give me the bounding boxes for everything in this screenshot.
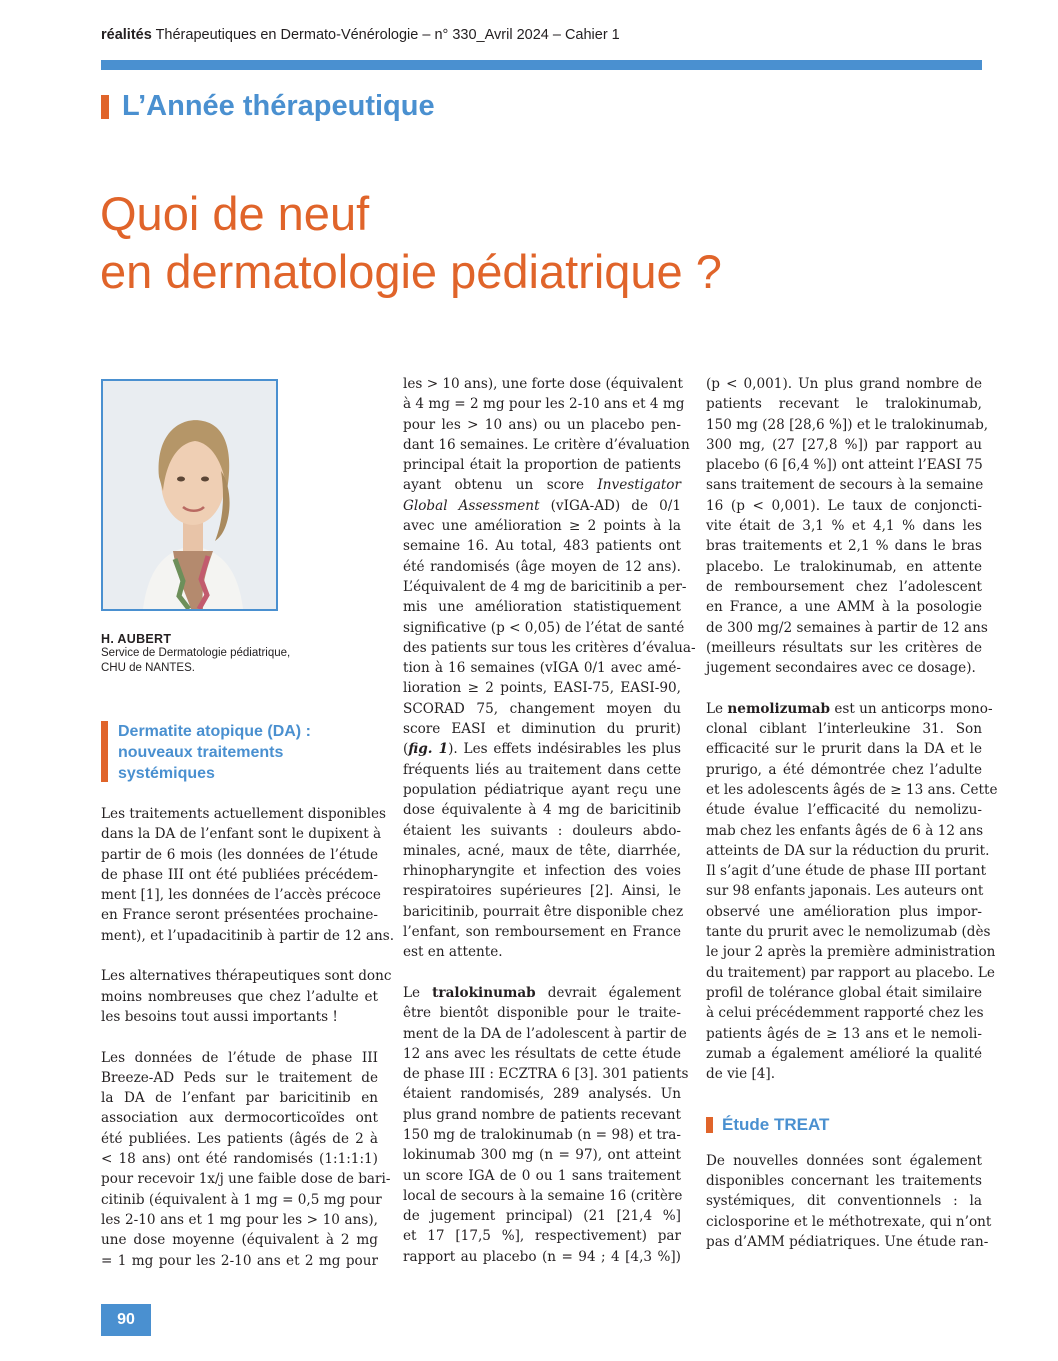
text-line: de jugement principal) (21 [21,4 %] bbox=[403, 1208, 681, 1225]
column-3 bbox=[706, 374, 998, 1252]
text-line: SCORAD 75, changement moyen du bbox=[403, 700, 681, 717]
text-line: dant 16 semaines. Le critère d’évaluation bbox=[403, 436, 690, 453]
text-line: 12 ans avec les résultats de cette étude bbox=[403, 1045, 681, 1062]
text-line: des patients sur tous les critères d’évalua- bbox=[403, 639, 696, 656]
text-line: < 18 ans) ont été randomisés (1:1:1:1) bbox=[101, 1151, 378, 1168]
text-line: de phase III : ECZTRA 6 [3]. 301 patients bbox=[403, 1066, 689, 1083]
paragraph bbox=[101, 804, 395, 946]
text-line: en France seront présentées prochaine- bbox=[101, 907, 378, 924]
paragraph bbox=[706, 374, 989, 678]
text-line: étude évalue l’efficacité du nemolizu- bbox=[706, 802, 982, 819]
text-line: avec une amélioration ≥ 2 points à la bbox=[403, 518, 681, 535]
text-line: en France, a une AMM à la posologie bbox=[706, 599, 982, 616]
text-line: placebo (6 [6,4 %]) ont atteint l’EASI 75 bbox=[706, 457, 983, 474]
text-line: profil de tolérance global était similaire bbox=[706, 984, 982, 1001]
text-line: moins nombreuses que chez l’adulte et bbox=[101, 988, 378, 1005]
text-line: baricitinib, pourrait être disponible chez bbox=[403, 903, 684, 920]
text-line: (p < 0,001). Un plus grand nombre de bbox=[706, 376, 982, 392]
author-block bbox=[101, 632, 290, 676]
text-line: la DA de l’enfant par baricitinib en bbox=[101, 1090, 378, 1107]
text-line: tion à 16 semaines (vIGA 0/1 avec amé- bbox=[403, 660, 681, 677]
text-line: est en attente. bbox=[403, 944, 503, 961]
text-line: (meilleurs résultats sur les critères de bbox=[706, 639, 982, 656]
text-line: Breeze-AD Peds sur le traitement de bbox=[101, 1069, 378, 1086]
text-line: population pédiatrique ayant reçu une bbox=[403, 781, 681, 798]
text-line: Les traitements actuellement disponibles bbox=[101, 806, 387, 822]
paragraph bbox=[101, 966, 392, 1027]
text-line: 150 mg (28 [28,6 %]) et le tralokinumab, bbox=[706, 416, 989, 433]
text-line: observé une amélioration plus impor- bbox=[706, 903, 982, 920]
text-line: patients recevant le tralokinumab, bbox=[706, 396, 982, 413]
text-line: du traitement) par rapport au placebo. Le bbox=[706, 964, 995, 981]
text-line: et 17 [17,5 %], respectivement) par bbox=[403, 1228, 681, 1245]
text-line: les 2-10 ans et 1 mg pour les > 10 ans), bbox=[101, 1211, 378, 1228]
text-line: = 1 mg pour les 2-10 ans et 2 mg pour bbox=[101, 1252, 378, 1269]
text-line: lioration ≥ 2 points, EASI-75, EASI-90, bbox=[403, 680, 681, 697]
text-line: principal était la proportion de patients bbox=[403, 457, 681, 474]
text-line: le jour 2 après la première administration bbox=[706, 944, 996, 961]
text-line: significative (p < 0,05) de l’état de santé bbox=[403, 619, 685, 636]
text-line: efficacité sur le prurit dans la DA et le bbox=[706, 741, 982, 758]
text-line: local de secours à la semaine 16 (critère bbox=[403, 1187, 683, 1204]
text-line: l’enfant, son remboursement en France bbox=[403, 924, 681, 941]
subheading-marker bbox=[101, 721, 108, 782]
column-1 bbox=[101, 804, 395, 1271]
text-line: tante du prurit avec le nemolizumab (dès bbox=[706, 924, 991, 941]
author-photo bbox=[101, 379, 278, 611]
text-line: sur 98 enfants japonais. Les auteurs ont bbox=[706, 883, 984, 900]
text-line: score EASI et diminution du prurit) bbox=[403, 721, 681, 738]
text-line: Le tralokinumab devrait également bbox=[403, 984, 681, 1001]
text-line: disponibles concernant les traitements bbox=[706, 1172, 982, 1189]
text-line: respiratoires supérieures [2]. Ainsi, le bbox=[403, 883, 681, 900]
page-number: 90 bbox=[101, 1304, 151, 1336]
subheading bbox=[101, 721, 311, 784]
treat-heading-marker bbox=[706, 1117, 713, 1133]
text-line: un score IGA de 0 ou 1 sans traitement bbox=[403, 1167, 681, 1184]
paragraph bbox=[706, 699, 998, 1085]
text-line: Les données de l’étude de phase III bbox=[101, 1049, 378, 1066]
text-line: lokinumab 300 mg (n = 97), ont atteint bbox=[403, 1147, 681, 1164]
text-line: Global Assessment (vIGA-AD) de 0/1 bbox=[403, 497, 681, 514]
text-line: (fig. 1). Les effets indésirables les plus bbox=[403, 741, 681, 758]
text-line: prurigo, a été démontrée chez l’adulte bbox=[706, 761, 982, 778]
text-line: ciclosporine et le méthotrexate, qui n’ont bbox=[706, 1213, 992, 1230]
text-line: dose équivalente à 4 mg de baricitinib bbox=[403, 802, 681, 819]
paragraph bbox=[101, 1048, 391, 1271]
treat-heading bbox=[706, 1105, 982, 1145]
text-line: 300 mg, (27 [27,8 %]) par rapport au bbox=[706, 436, 982, 453]
text-line: été randomisés (âge moyen de 12 ans). bbox=[403, 558, 681, 575]
text-line: placebo. Le tralokinumab, en attente bbox=[706, 558, 982, 575]
paragraph bbox=[403, 374, 696, 963]
text-line: sans traitement de secours à la semaine bbox=[706, 477, 984, 494]
text-line: les besoins tout aussi importants ! bbox=[101, 1008, 338, 1025]
text-line: systémiques, dit conventionnels : la bbox=[706, 1193, 982, 1210]
text-line: clonal ciblant l’interleukine 31. Son bbox=[706, 721, 982, 738]
author-name: H. AUBERT bbox=[101, 632, 172, 646]
text-line: été publiées. Les patients (âgés de 2 à bbox=[101, 1130, 378, 1147]
text-line: Il s’agit d’une étude de phase III portant bbox=[706, 863, 987, 880]
text-line: pas d’AMM pédiatriques. Une étude ran- bbox=[706, 1233, 989, 1250]
text-line: dans la DA de l’enfant sont le dupixent à bbox=[101, 826, 382, 843]
text-line: de vie [4]. bbox=[706, 1066, 776, 1083]
text-line: étaient randomisés, 289 analysés. Un bbox=[403, 1086, 681, 1103]
text-line: bras traitements et 2,1 % dans le bras bbox=[706, 538, 982, 555]
text-line: citinib (équivalent à 1 mg = 0,5 mg pour bbox=[101, 1191, 382, 1208]
text-line: pour recevoir 1x/j une faible dose de bari- bbox=[101, 1171, 391, 1188]
text-line: les > 10 ans), une forte dose (équivalent bbox=[403, 376, 683, 392]
author-affiliation: Service de Dermatologie pédiatrique, bbox=[101, 647, 291, 659]
text-line: une dose moyenne (équivalent à 2 mg bbox=[101, 1232, 378, 1249]
text-line: de 300 mg/2 semaines à partir de 12 ans bbox=[706, 619, 988, 636]
text-line: Les alternatives thérapeutiques sont donc bbox=[101, 968, 392, 985]
text-line: partir de 6 mois (les données de l’étude bbox=[101, 846, 378, 863]
text-line: mis une amélioration statistiquement bbox=[403, 599, 681, 616]
text-line: rapport au placebo (n = 94 ; 4 [4,3 %]) bbox=[403, 1248, 681, 1265]
header-rule bbox=[101, 60, 982, 70]
text-line: à celui précédemment rapporté chez les bbox=[706, 1005, 984, 1022]
section-header bbox=[101, 90, 435, 123]
text-line: atteints de DA sur la réduction du prurit. bbox=[706, 842, 990, 859]
section-title: L’Année thérapeutique bbox=[122, 90, 435, 122]
text-line: L’équivalent de 4 mg de baricitinib a per- bbox=[403, 578, 687, 595]
subheading-text bbox=[118, 721, 311, 784]
text-line: à 4 mg = 2 mg pour les 2-10 ans et 4 mg bbox=[403, 396, 685, 413]
subheading-line: systémiques bbox=[118, 765, 215, 782]
article-title-line: en dermatologie pédiatrique ? bbox=[100, 245, 722, 298]
journal-brand: réalités bbox=[101, 27, 152, 43]
article-title bbox=[100, 185, 980, 301]
text-line: de phase III ont été publiées précédem- bbox=[101, 866, 378, 883]
text-line: association aux dermocorticoïdes ont bbox=[101, 1110, 378, 1127]
text-line: être bientôt disponible pour le traite- bbox=[403, 1005, 681, 1022]
paragraph bbox=[403, 983, 689, 1267]
paragraph bbox=[706, 1151, 992, 1252]
text-line: rhinopharyngite et infection des voies bbox=[403, 863, 681, 880]
text-line: zumab a également amélioré la qualité bbox=[706, 1045, 982, 1062]
text-line: vite était de 3,1 % et 4,1 % dans les bbox=[706, 518, 982, 535]
text-line: jugement secondaires avec ce dosage). bbox=[706, 660, 976, 677]
text-line: et les adolescents âgés de ≥ 13 ans. Cette bbox=[706, 781, 998, 798]
text-line: ayant obtenu un score Investigator bbox=[403, 477, 681, 494]
text-line: semaine 16. Au total, 483 patients ont bbox=[403, 538, 681, 555]
text-line: 16 (p < 0,001). Le taux de conjoncti- bbox=[706, 497, 982, 514]
text-line: ment [1], les données de l’accès précoce bbox=[101, 887, 381, 904]
text-line: Le nemolizumab est un anticorps mono- bbox=[706, 700, 993, 717]
text-line: fréquents liés au traitement dans cette bbox=[403, 761, 681, 778]
text-line: plus grand nombre de patients recevant bbox=[403, 1106, 681, 1123]
text-line: ment), et l’upadacitinib à partir de 12 ans. bbox=[101, 927, 395, 944]
subheading-line: Dermatite atopique (DA) : bbox=[118, 723, 311, 740]
text-line: mab chez les enfants âgés de 6 à 12 ans bbox=[706, 822, 984, 839]
author-affiliation: CHU de NANTES. bbox=[101, 662, 195, 674]
text-line: ment de la DA de l’adolescent à partir de bbox=[403, 1025, 687, 1042]
treat-heading-text: Étude TREAT bbox=[722, 1114, 830, 1134]
column-2 bbox=[403, 374, 696, 1267]
text-line: de remboursement chez l’adolescent bbox=[706, 578, 982, 595]
article-title-line: Quoi de neuf bbox=[100, 187, 370, 240]
running-header bbox=[101, 27, 620, 43]
author-portrait-illustration bbox=[103, 381, 276, 609]
text-line: étaient les suivants : douleurs abdo- bbox=[403, 822, 681, 839]
text-line: minales, acné, maux de tête, diarrhée, bbox=[403, 842, 681, 859]
subheading-line: nouveaux traitements bbox=[118, 744, 284, 761]
journal-issue: Thérapeutiques en Dermato-Vénérologie – n° 330_Avril 2024 – Cahier 1 bbox=[151, 27, 620, 43]
text-line: 150 mg de tralokinumab (n = 98) et tra- bbox=[403, 1126, 681, 1143]
section-marker bbox=[101, 95, 109, 119]
text-line: De nouvelles données sont également bbox=[706, 1152, 982, 1169]
text-line: pour les > 10 ans) ou un placebo pen- bbox=[403, 416, 681, 433]
text-line: patients âgés de ≥ 13 ans et le nemoli- bbox=[706, 1025, 982, 1042]
